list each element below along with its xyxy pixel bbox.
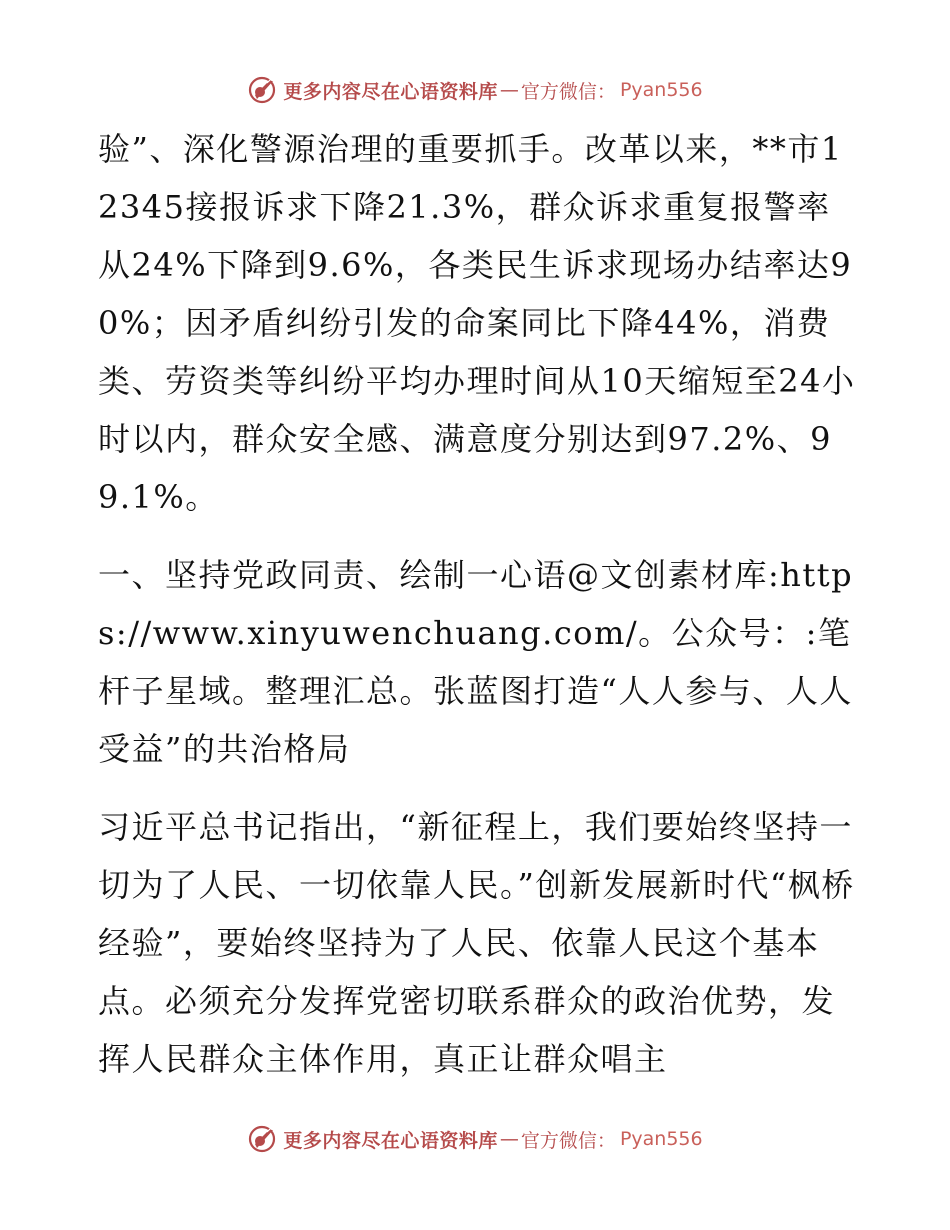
header-banner-dash: — xyxy=(499,79,519,101)
footer-banner-text: 更多内容尽在心语资料库 xyxy=(283,1129,498,1152)
header-wechat-id: Pyan556 xyxy=(619,79,703,101)
footer-wechat-label: 官方微信： xyxy=(520,1129,616,1152)
header-wechat-label: 官方微信： xyxy=(520,80,616,103)
document-body xyxy=(98,120,858,1088)
footer-wechat-id: Pyan556 xyxy=(619,1128,703,1150)
paragraph-quote: 习近平总书记指出，“新征程上，我们要始终坚持一切为了人民、一切依靠人民。”创新发展新时代“枫桥经验”，要始终坚持为了人民、依靠人民这个基本点。必须充分发挥党密切联系群众的政治优势，发挥人民群众主体作用，真正让群众唱主 xyxy=(98,808,855,1078)
paragraph-results: 验”、深化警源治理的重要抓手。改革以来，**市12345接报诉求下降21.3%，群众诉求重复报警率从24%下降到9.6%，各类民生诉求现场办结率达90%；因矛盾纠纷引发的命案同比下降44%，消费类、劳资类等纠纷平均办理时间从10天缩短至24小时以内，群众安全感、满意度分别达到97.2%、99.1%。 xyxy=(98,130,856,516)
footer-banner xyxy=(0,1121,950,1157)
section-heading-1: 一、坚持党政同责、绘制一心语@文创素材库:https://www.xinyuwenchuang.com/。公众号：:笔杆子星域。整理汇总。张蓝图打造“人人参与、人人受益”的共治格局 xyxy=(98,556,854,768)
header-banner xyxy=(0,72,950,108)
footer-banner-dash: — xyxy=(499,1128,519,1150)
header-banner-text: 更多内容尽在心语资料库 xyxy=(283,80,498,103)
quill-logo-icon xyxy=(247,75,277,105)
quill-logo-icon xyxy=(247,1124,277,1154)
